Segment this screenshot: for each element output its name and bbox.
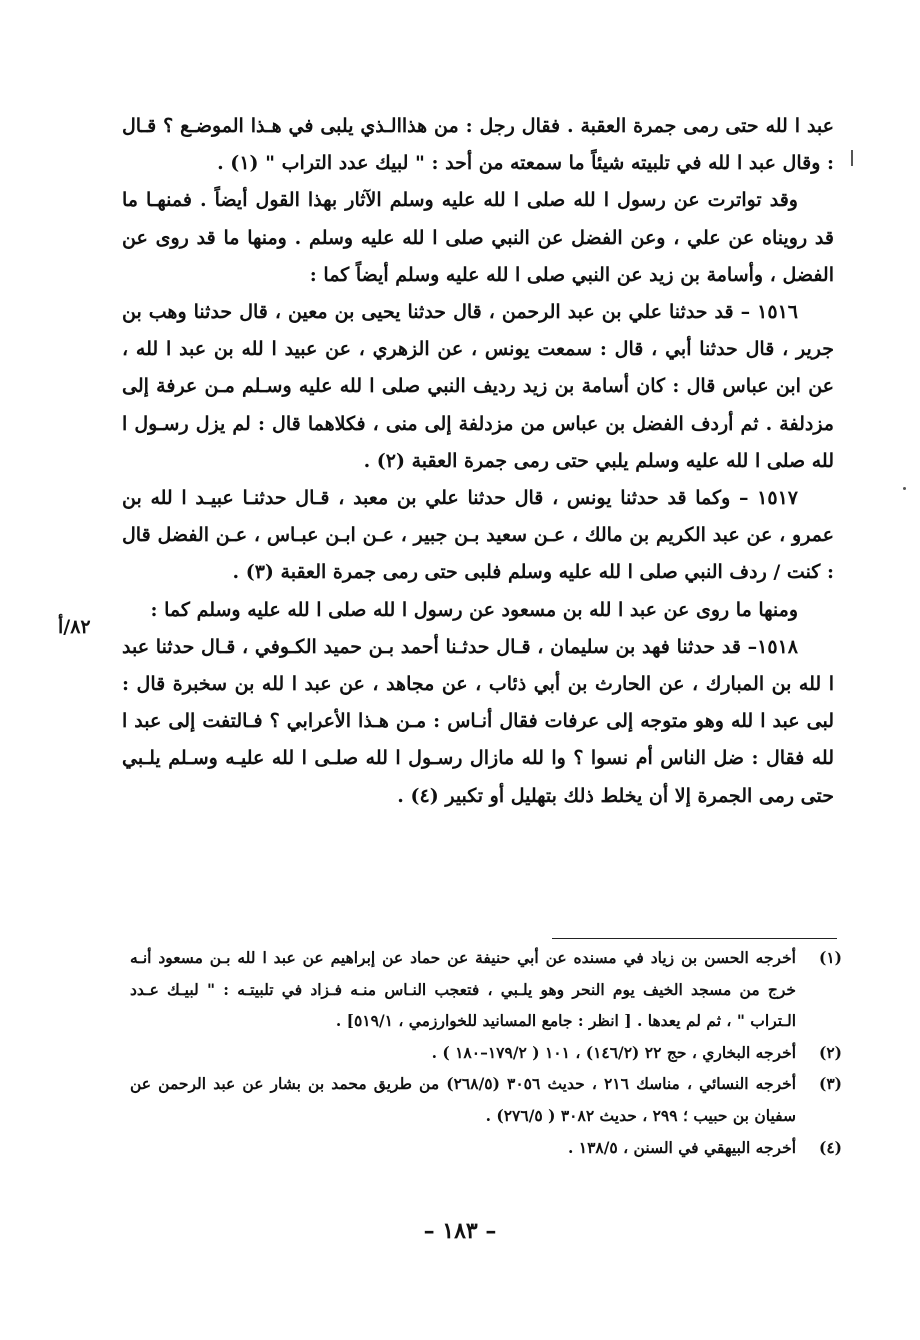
- footnotes: [130, 942, 842, 1163]
- footnote-number: (٤): [818, 1137, 842, 1157]
- hadith-1517: ١٥١٧ – وكما قد حدثنا يونس ، قال حدثنا علي بن معبد ، قـال حدثنـا عبيـد ا لله بن عمرو ، عن عبد الكريم بن مالك ، عـن سعيد بـن جبير ، عـن ابـن عبـاس ، عـن الفضل قال : كنت / ردف النبي صلى ا لله عليه وسلم فلبى حتى رمى جمرة العقبة (٣) .: [122, 487, 834, 584]
- main-text: [122, 108, 834, 815]
- footnote-item: [130, 1132, 842, 1164]
- margin-tick-mark: [851, 150, 853, 166]
- footnote-item: [130, 1068, 842, 1131]
- margin-dot-mark: [903, 487, 906, 490]
- footnote-number: (٣): [818, 1074, 842, 1094]
- footnote-text: أخرجه الحسن بن زياد في مسنده عن أبي حنيفة عن حماد عن إبراهيم عن عبد ا لله بـن مسعود أنـه خرج من مسجد الخيف يوم النحر وهو يلـبي ، فتعجب النـاس منـه فـزاد في تلبيتـه : " لبيـك عـدد الـتراب " ، ثم لم يعدها . [ انظر : جامع المسانيد للخوارزمي ، ٥١٩/١] .: [130, 948, 796, 1031]
- paragraph-continuation: عبد ا لله حتى رمى جمرة العقبة . فقال رجل : من هذاالـذي يلبى في هـذا الموضـع ؟ قـال : وقال عبد ا لله في تلبيته شيئاً ما سمعته من أحد : " لبيك عدد التراب " (١) .: [122, 115, 834, 175]
- footnote-text: أخرجه النسائي ، مناسك ٢١٦ ، حديث ٣٠٥٦ (٢٦٨/٥) من طريق محمد بن بشار عن عبد الرحمن عن سفيان بن حبيب ؛ ٢٩٩ ، حديث ٣٠٨٢ ( ٢٧٦/٥) .: [130, 1074, 797, 1125]
- page-number: – ١٨٣ –: [423, 1218, 497, 1244]
- paragraph-ibn-masud: ومنها ما روى عن عبد ا لله بن مسعود عن رسول ا لله صلى ا لله عليه وسلم كما :: [150, 598, 798, 621]
- footnote-item: [130, 942, 842, 1037]
- footnote-text: أخرجه البيهقي في السنن ، ١٣٨/٥ .: [567, 1137, 796, 1157]
- hadith-1518: ١٥١٨– قد حدثنا فهد بن سليمان ، قـال حدثـنا أحمد بـن حميد الكـوفي ، قـال حدثنا عبد ا لله بن المبارك ، عن الحارث بن أبي ذئاب ، عن مجاهد ، عن عبد ا لله بن سخبرة قال : لبى عبد ا لله وهو متوجه إلى عرفات فقال أنـاس : مـن هـذا الأعرابي ؟ فـالتفت إلى عبد ا لله فقال : ضل الناس أم نسوا ؟ وا لله مازال رسـول ا لله صلـى ا لله عليـه وسـلم يلـبي حتى رمى الجمرة إلا أن يخلط ذلك بتهليل أو تكبير (٤) .: [122, 635, 835, 807]
- paragraph-tawatur: وقد تواترت عن رسول ا لله صلى ا لله عليه وسلم الآثار بهذا القول أيضاً . فمنهـا ما قد رويناه عن علي ، وعن الفضل عن النبي صلى ا لله عليه وسلم . ومنها ما قد روى عن الفضل ، وأسامة بن زيد عن النبي صلى ا لله عليه وسلم أيضاً كما :: [122, 189, 834, 286]
- footnote-item: [130, 1037, 842, 1069]
- footnote-number: (٢): [818, 1042, 842, 1062]
- manuscript-folio-note: ٨٢/أ: [58, 616, 91, 638]
- footnote-number: (١): [818, 948, 842, 967]
- footnote-separator: [552, 938, 837, 939]
- hadith-1516: ١٥١٦ – قد حدثنا علي بن عبد الرحمن ، قال حدثنا يحيى بن معين ، قال حدثنا وهب بن جرير ، قال حدثنا أبي ، قال : سمعت يونس ، عن الزهري ، عن عبيد ا لله بن عبد ا لله ، عن ابن عباس قال : كان أسامة بن زيد رديف النبي صلى ا لله عليه وسـلم مـن عرفة إلى مزدلفة . ثم أردف الفضل بن عباس من مزدلفة إلى منى ، فكلاهما قال : لم يزل رسـول ا لله صلى ا لله عليه وسلم يلبي حتى رمى جمرة العقبة (٢) .: [122, 301, 834, 472]
- footnote-text: أخرجه البخاري ، حج ٢٢ (١٤٦/٢) ، ١٠١ ( ١٧٩/٢–١٨٠ ) .: [431, 1042, 796, 1062]
